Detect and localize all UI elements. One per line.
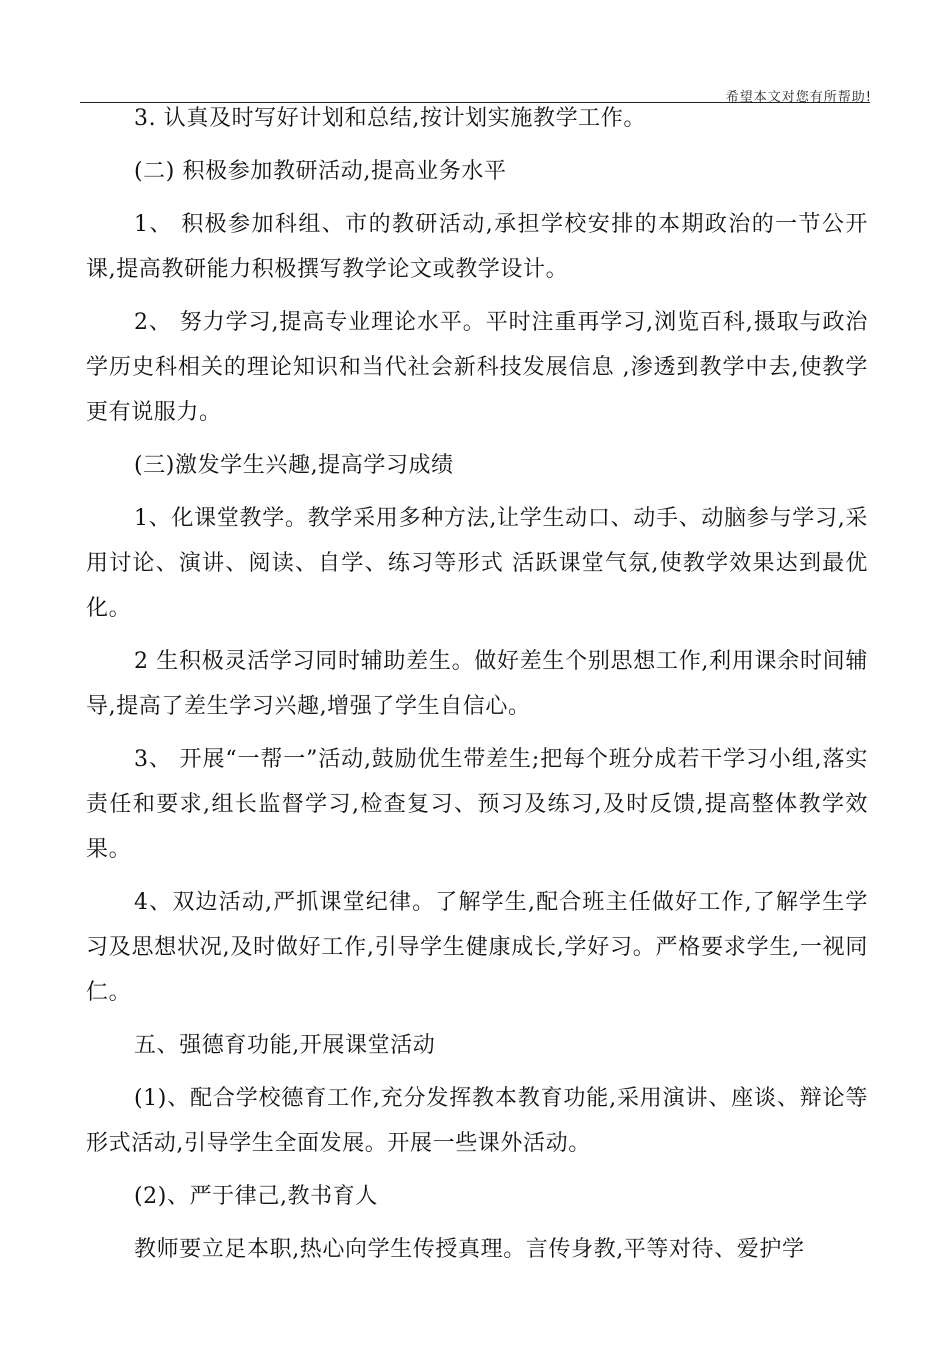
paragraph-research-activities: 1、 积极参加科组、市的教研活动,承担学校安排的本期政治的一节公开课,提高教研能力积极撰写教学论文或教学设计。 (86, 212, 868, 282)
paragraph-moral-work: (1)、配合学校德育工作,充分发挥教本教育功能,采用演讲、座谈、辩论等形式活动,引导学生全面发展。开展一些课外活动。 (86, 1086, 868, 1156)
section-heading-teaching-research: (二) 积极参加教研活动,提高业务水平 (134, 159, 507, 184)
paragraph-one-help-one: 3、 开展“一帮一”活动,鼓励优生带差生;把每个班分成若干学习小组,落实责任和要求,组长监督学习,检查复习、预习及练习,及时反馈,提高整体教学效果。 (86, 747, 868, 862)
section-heading-student-interest: (三)激发学生兴趣,提高学习成绩 (134, 453, 454, 478)
section-heading-moral-education: 五、强德育功能,开展课堂活动 (134, 1033, 436, 1058)
subheading-self-discipline: (2)、严于律己,教书育人 (134, 1184, 378, 1209)
paragraph-classroom-discipline: 4、双边活动,严抓课堂纪律。了解学生,配合班主任做好工作,了解学生学习及思想状况,及时做好工作,引导学生健康成长,学好习。严格要求学生,一视同仁。 (86, 890, 868, 1005)
paragraph-study-theory: 2、 努力学习,提高专业理论水平。平时注重再学习,浏览百科,摄取与政治学历史科相关的理论知识和当代社会新科技发展信息 ,渗透到教学中去,使教学更有说服力。 (86, 310, 868, 425)
paragraph-plan-summary: 3. 认真及时写好计划和总结,按计划实施教学工作。 (134, 106, 646, 131)
paragraph-assist-weak-students: 2 生积极灵活学习同时辅助差生。做好差生个别思想工作,利用课余时间辅导,提高了差生学习兴趣,增强了学生自信心。 (86, 649, 868, 719)
document-body (86, 96, 868, 1280)
header-note: 希望本文对您有所帮助! (725, 90, 872, 105)
paragraph-classroom-teaching: 1、化课堂教学。教学采用多种方法,让学生动口、动手、动脑参与学习,采用讨论、演讲、阅读、自学、练习等形式 活跃课堂气氛,使教学效果达到最优化。 (86, 506, 868, 621)
paragraph-teacher-duty: 教师要立足本职,热心向学生传授真理。言传身教,平等对待、爱护学 (134, 1237, 805, 1262)
